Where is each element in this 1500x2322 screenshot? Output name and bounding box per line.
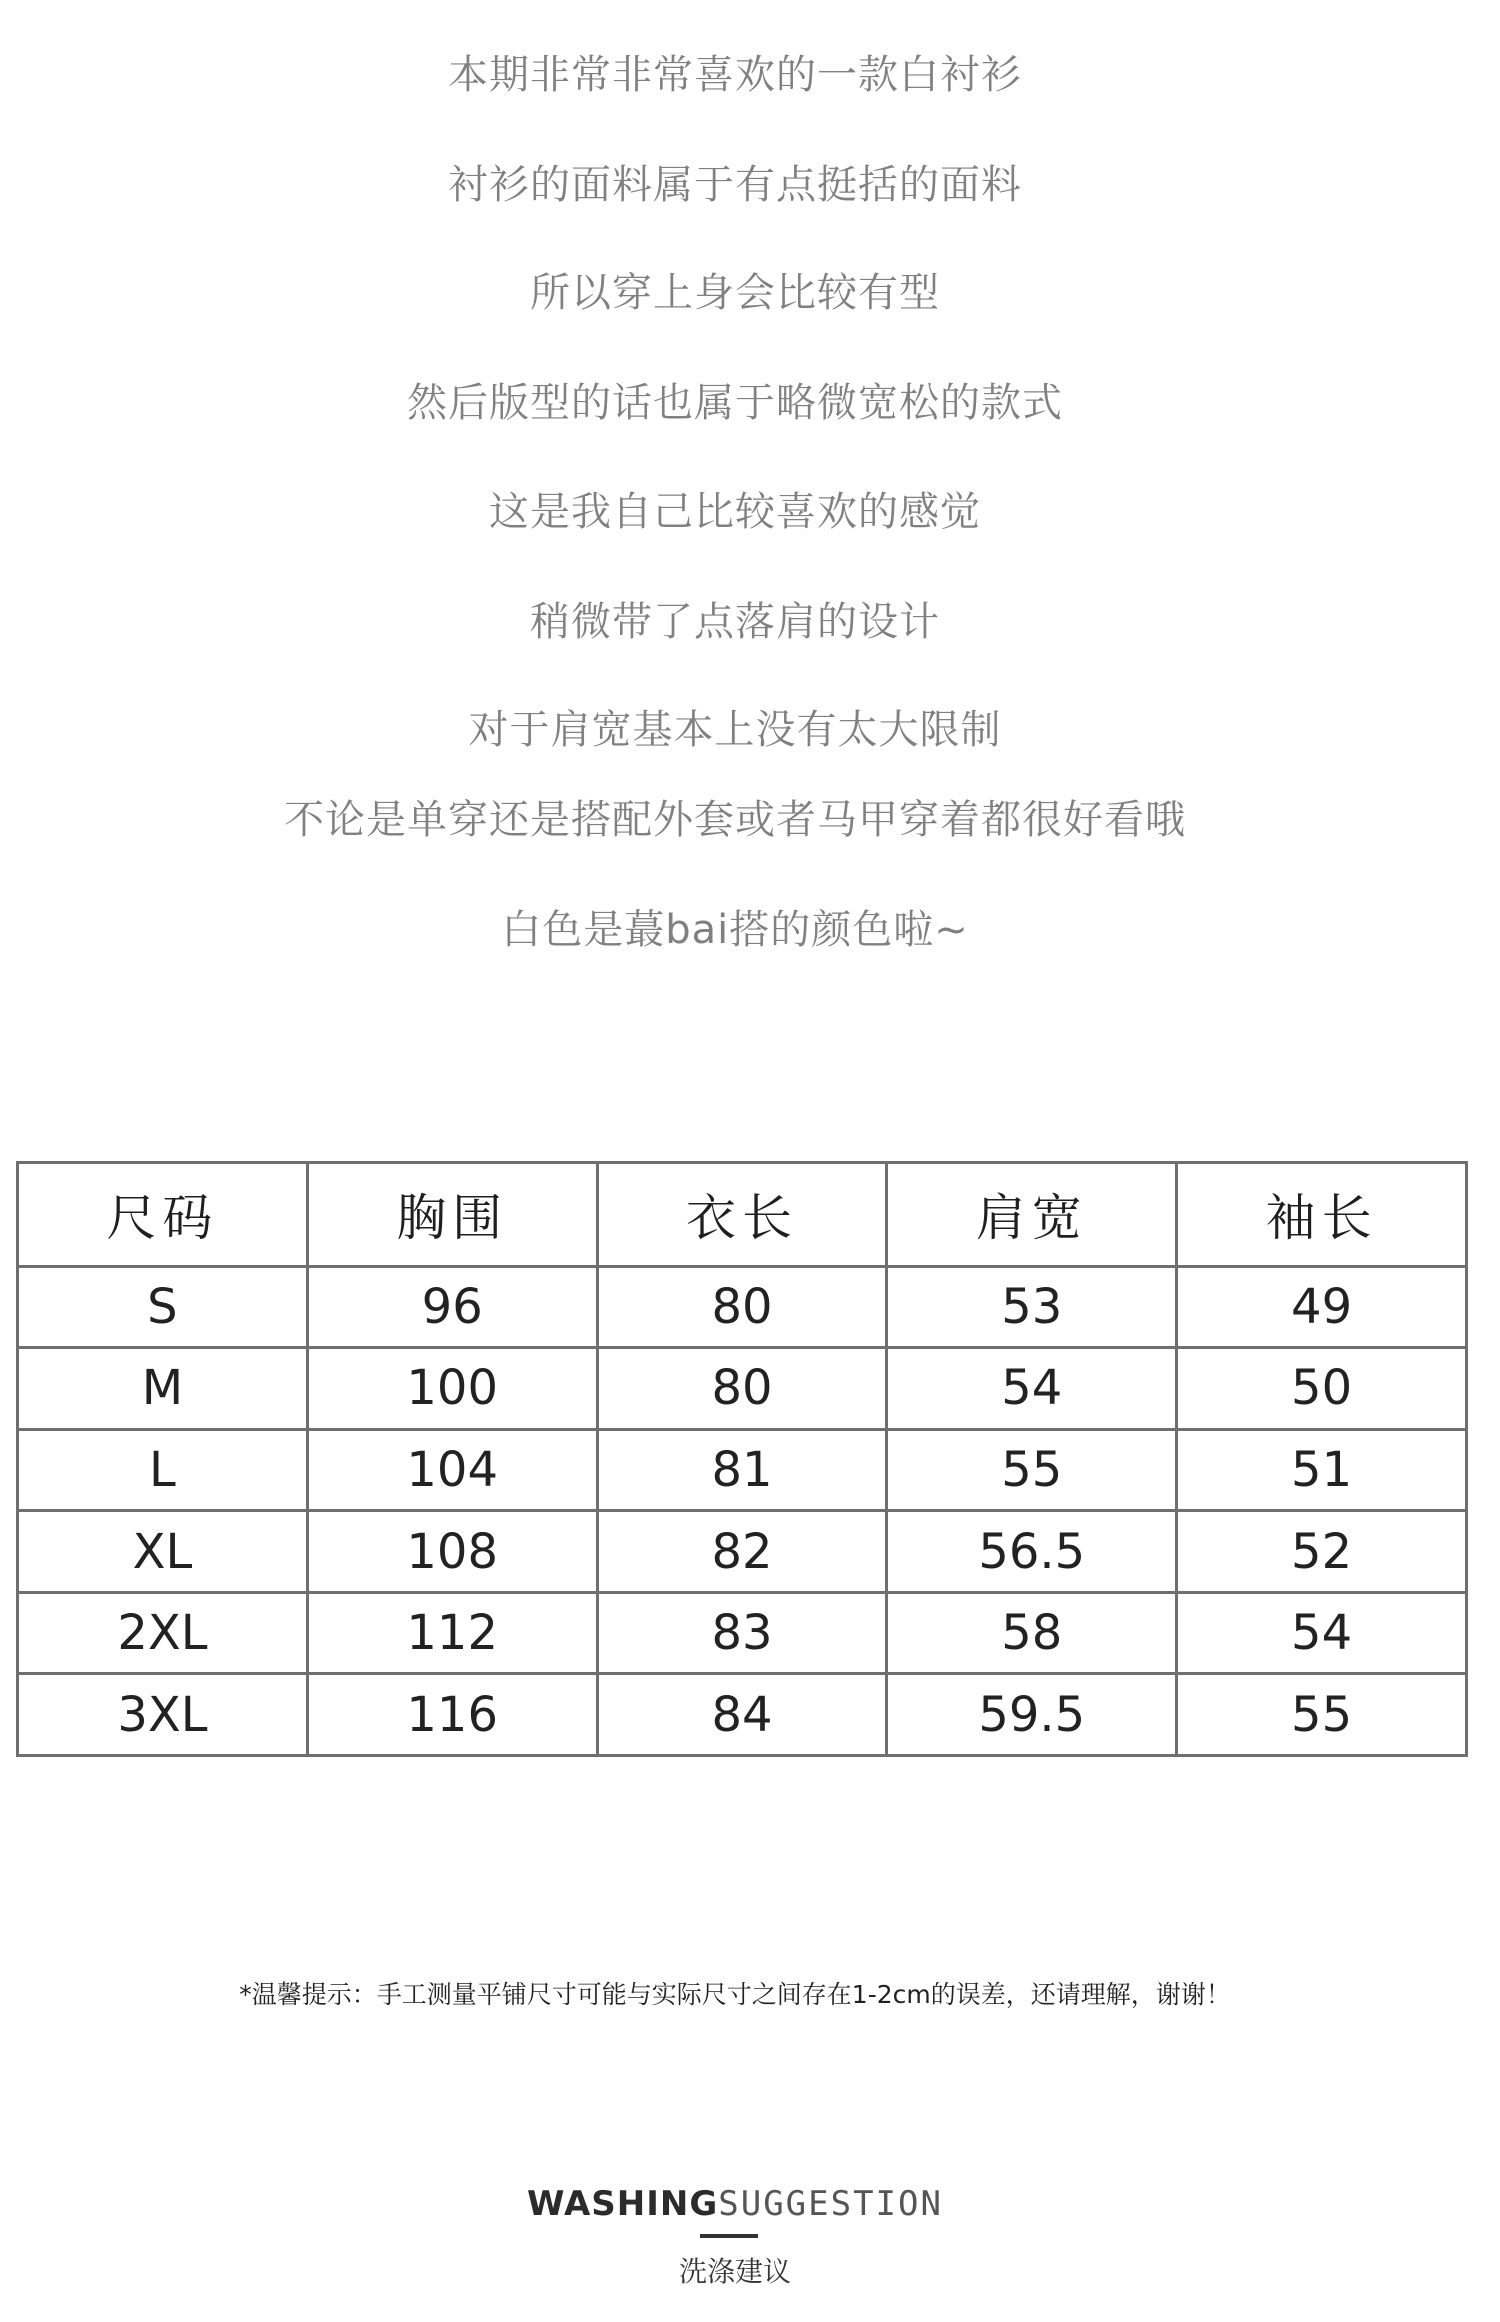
table-cell: 3XL [18,1674,308,1756]
table-cell: 59.5 [887,1674,1177,1756]
intro-line: 稍微带了点落肩的设计 [530,599,940,645]
table-cell: 52 [1177,1511,1467,1593]
table-row [18,1266,1467,1348]
intro-line: 所以穿上身会比较有型 [530,270,940,316]
header-cell-sleeve: 袖长 [1177,1163,1467,1267]
table-cell: L [18,1429,308,1511]
intro-line: 这是我自己比较喜欢的感觉 [489,489,981,535]
table-cell: 80 [597,1348,887,1430]
table-cell: M [18,1348,308,1430]
table-cell: 82 [597,1511,887,1593]
intro-line: 不论是单穿还是搭配外套或者马甲穿着都很好看哦 [284,797,1186,843]
table-row [18,1674,1467,1756]
intro-line: 本期非常非常喜欢的一款白衬衫 [448,52,1022,98]
header-cell-shoulder: 肩宽 [887,1163,1177,1267]
table-cell: 2XL [18,1592,308,1674]
table-cell: 54 [887,1348,1177,1430]
table-cell: 80 [597,1266,887,1348]
table-cell: 100 [307,1348,597,1430]
measurement-note: *温馨提示：手工测量平铺尺寸可能与实际尺寸之间存在1-2cm的误差，还请理解，谢谢！ [239,1980,1231,2009]
intro-line: 衬衫的面料属于有点挺括的面料 [448,162,1022,208]
table-header-row [18,1163,1467,1267]
header-cell-chest: 胸围 [307,1163,597,1267]
table-cell: 55 [887,1429,1177,1511]
size-chart-table [16,1161,1468,1757]
table-cell: 56.5 [887,1511,1177,1593]
header-cell-size: 尺码 [18,1163,308,1267]
table-cell: 53 [887,1266,1177,1348]
washing-subtitle: 洗涤建议 [678,2255,791,2288]
table-cell: 104 [307,1429,597,1511]
table-cell: XL [18,1511,308,1593]
table-cell: 108 [307,1511,597,1593]
table-cell: 55 [1177,1674,1467,1756]
table-cell: 81 [597,1429,887,1511]
table-cell: 84 [597,1674,887,1756]
table-cell: 83 [597,1592,887,1674]
washing-suggestion-title [0,2184,1470,2224]
washing-title-light: SUGGESTION [718,2184,943,2224]
header-cell-length: 衣长 [597,1163,887,1267]
intro-line: 白色是蕞bai搭的颜色啦~ [501,907,969,953]
table-cell: 116 [307,1674,597,1756]
table-cell: 112 [307,1592,597,1674]
table-cell: 50 [1177,1348,1467,1430]
intro-line: 对于肩宽基本上没有太大限制 [468,707,1002,753]
intro-line: 然后版型的话也属于略微宽松的款式 [407,380,1063,426]
table-row [18,1429,1467,1511]
table-cell: 54 [1177,1592,1467,1674]
title-underline [700,2234,758,2238]
washing-title-bold: WASHING [527,2184,719,2224]
table-cell: 49 [1177,1266,1467,1348]
table-cell: S [18,1266,308,1348]
table-cell: 96 [307,1266,597,1348]
table-cell: 51 [1177,1429,1467,1511]
table-row [18,1511,1467,1593]
table-row [18,1348,1467,1430]
table-cell: 58 [887,1592,1177,1674]
table-row [18,1592,1467,1674]
